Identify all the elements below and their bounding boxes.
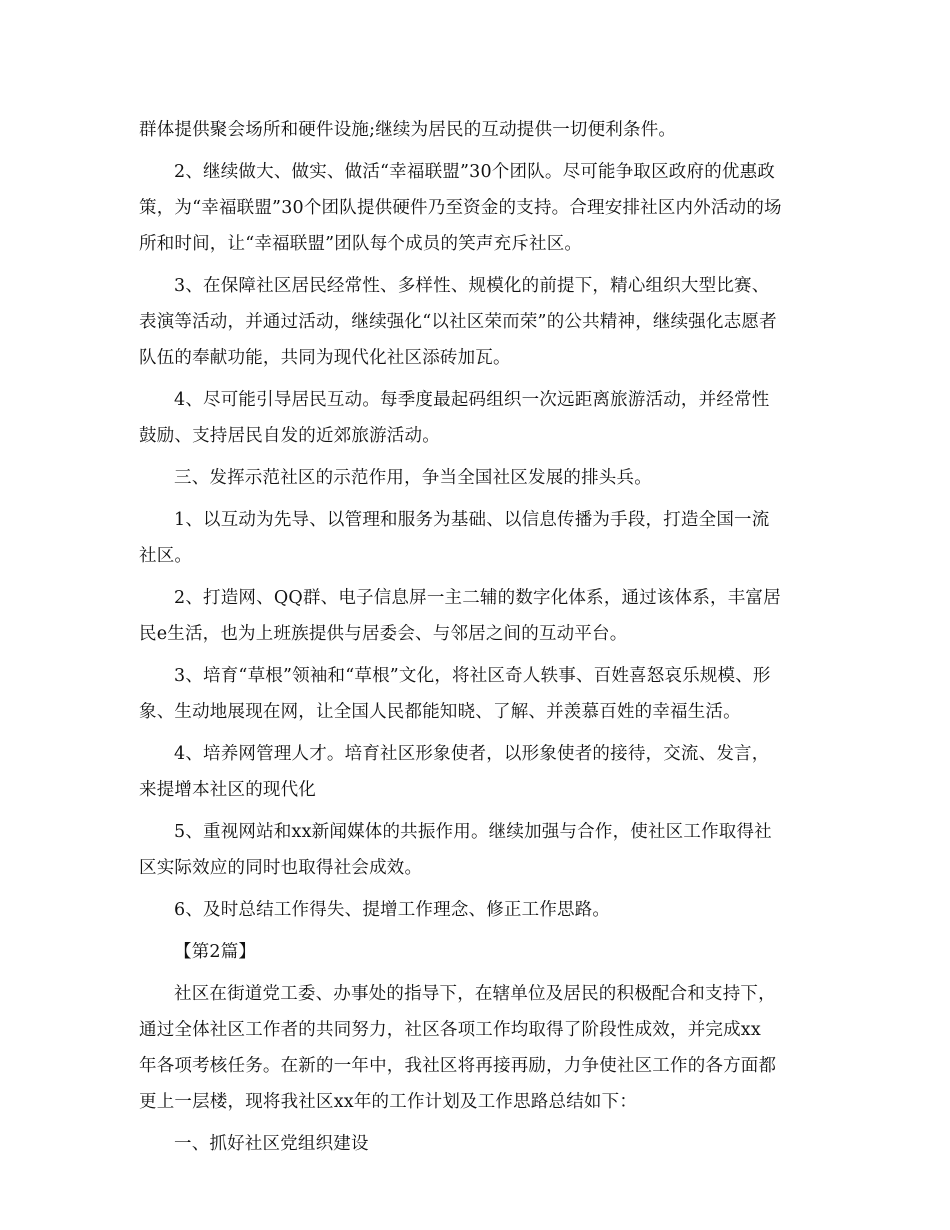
text-line: 队伍的奉献功能，共同为现代化社区添砖加瓦。 — [139, 348, 511, 368]
paragraph-first-line: 社区在街道党工委、办事处的指导下，在辖单位及居民的积极配合和支持下， — [174, 984, 776, 1004]
paragraph-first-line: 3、在保障社区居民经常性、多样性、规模化的前提下，精心组织大型比赛、 — [174, 276, 770, 296]
paragraph-first-line: 2、继续做大、做实、做活“幸福联盟”30个团队。尽可能争取区政府的优惠政 — [174, 162, 775, 182]
article-heading: 【第2篇】 — [174, 942, 257, 962]
text-line: 通过全体社区工作者的共同努力，社区各项工作均取得了阶段性成效，并完成xx — [139, 1020, 761, 1040]
paragraph-first-line: 5、重视网站和xx新闻媒体的共振作用。继续加强与合作，使社区工作取得社 — [174, 822, 772, 842]
paragraph-first-line: 3、培育“草根”领袖和“草根”文化，将社区奇人轶事、百姓喜怒哀乐规模、形 — [174, 666, 771, 686]
section-heading: 三、发挥示范社区的示范作用，争当全国社区发展的排头兵。 — [174, 468, 652, 488]
text-line: 民e生活，也为上班族提供与居委会、与邻居之间的互动平台。 — [139, 624, 628, 644]
paragraph-first-line: 6、及时总结工作得失、提增工作理念、修正工作思路。 — [174, 900, 611, 920]
text-line: 群体提供聚会场所和硬件设施;继续为居民的互动提供一切便利条件。 — [139, 120, 677, 140]
document-body — [139, 112, 819, 1162]
text-line: 更上一层楼，现将我社区xx年的工作计划及工作思路总结如下： — [139, 1092, 638, 1112]
text-line: 鼓励、支持居民自发的近郊旅游活动。 — [139, 426, 440, 446]
text-line: 表演等活动，并通过活动，继续强化“以社区荣而荣”的公共精神，继续强化志愿者 — [139, 312, 777, 332]
text-line: 年各项考核任务。在新的一年中，我社区将再接再励，力争使社区工作的各方面都 — [139, 1056, 777, 1076]
paragraph-first-line: 2、打造网、QQ群、电子信息屏一主二辅的数字化体系，通过该体系，丰富居 — [174, 588, 781, 608]
paragraph-first-line: 1、以互动为先导、以管理和服务为基础、以信息传播为手段，打造全国一流 — [174, 510, 770, 530]
text-line: 策，为“幸福联盟”30个团队提供硬件乃至资金的支持。合理安排社区内外活动的场 — [139, 198, 782, 218]
paragraph-first-line: 4、尽可能引导居民互动。每季度最起码组织一次远距离旅游活动，并经常性 — [174, 390, 770, 410]
paragraph-first-line: 4、培养网管理人才。培育社区形象使者，以形象使者的接待，交流、发言， — [174, 744, 770, 764]
text-line: 区实际效应的同时也取得社会成效。 — [139, 858, 423, 878]
text-line: 象、生动地展现在网，让全国人民都能知晓、了解、并羡慕百姓的幸福生活。 — [139, 702, 741, 722]
section-heading: 一、抓好社区党组织建设 — [174, 1134, 369, 1154]
text-line: 来提增本社区的现代化 — [139, 780, 316, 800]
text-line: 社区。 — [139, 546, 193, 566]
text-line: 所和时间，让“幸福联盟”团队每个成员的笑声充斥社区。 — [139, 234, 583, 254]
